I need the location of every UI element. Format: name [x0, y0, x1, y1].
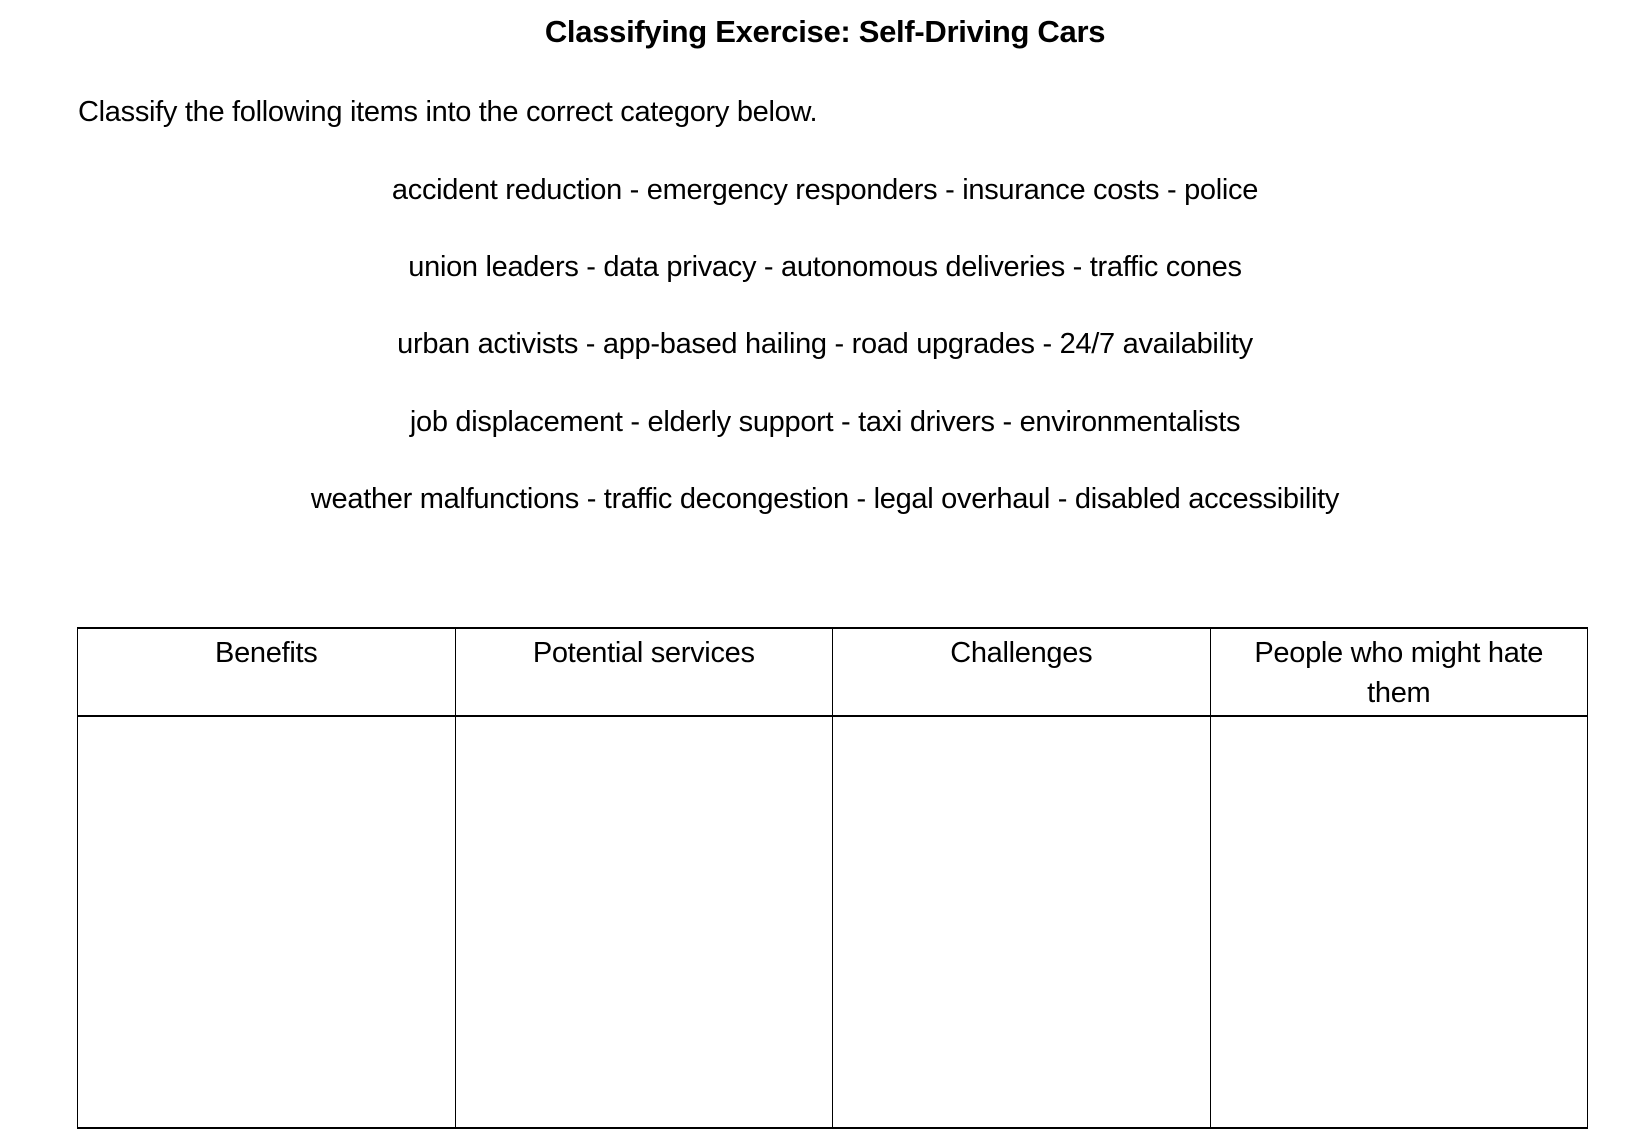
- column-header-people-who-might-hate-them: People who might hate them: [1210, 628, 1588, 716]
- word-bank-line: union leaders - data privacy - autonomous deliveries - traffic cones: [408, 251, 1242, 283]
- table-header-row: [78, 628, 1588, 716]
- word-bank-line: job displacement - elderly support - taxi drivers - environmentalists: [409, 406, 1241, 438]
- page-title: Classifying Exercise: Self-Driving Cars: [544, 14, 1106, 49]
- potential-services-cell[interactable]: [455, 716, 833, 1128]
- benefits-cell[interactable]: [78, 716, 456, 1128]
- classification-table: [77, 627, 1588, 1129]
- word-bank-line: urban activists - app-based hailing - road upgrades - 24/7 availability: [397, 328, 1253, 360]
- challenges-cell[interactable]: [833, 716, 1211, 1128]
- table-row: [78, 716, 1588, 1128]
- word-bank-line: accident reduction - emergency responders - insurance costs - police: [391, 174, 1259, 206]
- people-who-might-hate-them-cell[interactable]: [1210, 716, 1588, 1128]
- column-header-potential-services: Potential services: [455, 628, 833, 716]
- word-bank-line: weather malfunctions - traffic decongestion - legal overhaul - disabled accessibility: [310, 483, 1340, 515]
- column-header-challenges: Challenges: [833, 628, 1211, 716]
- instructions-text: Classify the following items into the correct category below.: [78, 96, 818, 128]
- column-header-benefits: Benefits: [78, 628, 456, 716]
